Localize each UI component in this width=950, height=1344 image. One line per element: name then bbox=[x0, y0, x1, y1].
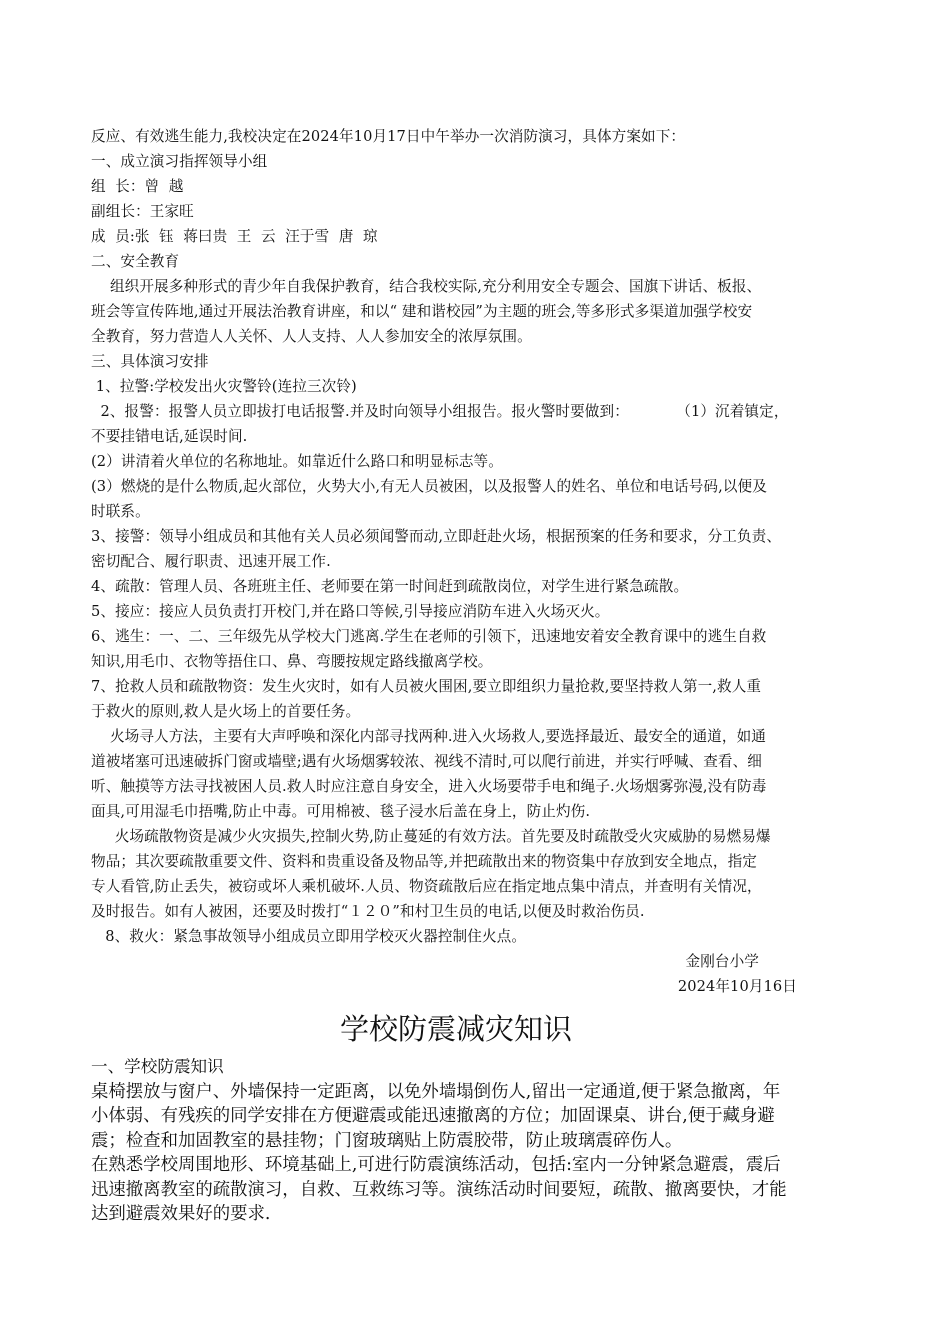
text-line: 于救火的原则,救人是火场上的首要任务。 bbox=[91, 703, 361, 720]
text-line: 4、疏散：管理人员、各班班主任、老师要在第一时间赶到疏散岗位，对学生进行紧急疏散。 bbox=[91, 578, 689, 595]
text-line: 班会等宣传阵地,通过开展法治教育讲座，和以“ 建和谐校园”为主题的班会,等多形式多渠道加强学校安 bbox=[91, 303, 753, 320]
section-heading: 一、学校防震知识 bbox=[91, 1057, 224, 1076]
text-line: 副组长：王家旺 bbox=[91, 203, 194, 220]
section-heading: 二、安全教育 bbox=[91, 253, 180, 270]
text-line: 道被堵塞可迅速破拆门窗或墙壁;遇有火场烟雾较浓、视线不清时,可以爬行前进，并实行呼喊、查看、细 bbox=[91, 753, 762, 770]
text-line: 2、报警：报警人员立即拔打电话报警.并及时向领导小组报告。报火警时要做到： （1）沉着镇定， bbox=[91, 403, 789, 420]
text-line: 8、救火：紧急事故领导小组成员立即用学校灭火器控制住火点。 bbox=[91, 928, 527, 945]
text-line: 1、拉警:学校发出火灾警铃(连拉三次铃) bbox=[91, 378, 357, 395]
text-line: 及时报告。如有人被困，还要及时拨打“１２０”和村卫生员的电话,以便及时救治伤员. bbox=[91, 903, 645, 920]
signature-date: 2024年10月16日 bbox=[677, 978, 797, 995]
text-line: 面具,可用湿毛巾捂嘴,防止中毒。可用棉被、毯子浸水后盖在身上，防止灼伤. bbox=[91, 803, 591, 820]
text-line: 小体弱、有残疾的同学安排在方便避震或能迅速撤离的方位；加固课桌、讲台,便于藏身避 bbox=[91, 1106, 775, 1126]
text-line: 密切配合、履行职责、迅速开展工作. bbox=[91, 553, 331, 570]
text-line: 不要挂错电话,延误时间. bbox=[91, 428, 248, 445]
signature-block bbox=[91, 949, 871, 999]
text-line: 物品；其次要疏散重要文件、资料和贵重设备及物品等,并把疏散出来的物资集中存放到安全地点，指定 bbox=[91, 853, 757, 870]
text-line: 5、接应：接应人员负责打开校门,并在路口等候,引导接应消防车进入火场灭火。 bbox=[91, 603, 610, 620]
text-line: 火场疏散物资是减少火灾损失,控制火势,防止蔓延的有效方法。首先要及时疏散受火灾威胁的易燃易爆 bbox=[91, 828, 771, 845]
text-line: 成 员:张 钰 蒋曰贵 王 云 汪于雪 唐 琼 bbox=[91, 228, 378, 245]
text-line: (2）讲清着火单位的名称地址。如靠近什么路口和明显标志等。 bbox=[91, 453, 503, 470]
text-line: 组织开展多种形式的青少年自我保护教育，结合我校实际,充分利用安全专题会、国旗下讲话、板报、 bbox=[91, 278, 762, 295]
text-line: 震；检查和加固教室的悬挂物；门窗玻璃贴上防震胶带，防止玻璃震碎伤人。 bbox=[91, 1130, 683, 1151]
text-line: (3）燃烧的是什么物质,起火部位，火势大小,有无人员被困，以及报警人的姓名、单位和电话号码,以便及 bbox=[91, 478, 767, 495]
text-line: 反应、有效逃生能力,我校决定在2024年10月17日中午举办一次消防演习，具体方案如下： bbox=[91, 128, 686, 145]
text-line: 达到避震效果好的要求. bbox=[91, 1204, 271, 1224]
text-line: 时联系。 bbox=[91, 503, 150, 520]
section-heading: 三、具体演习安排 bbox=[91, 353, 209, 370]
text-line: 桌椅摆放与窗户、外墙保持一定距离，以免外墙塌倒伤人,留出一定通道,便于紧急撤离，年 bbox=[91, 1081, 781, 1102]
text-line: 7、抢救人员和疏散物资：发生火灾时，如有人员被火围困,要立即组织力量抢救,要坚持救人第一,救人重 bbox=[91, 678, 762, 695]
section-heading: 一、成立演习指挥领导小组 bbox=[91, 153, 268, 170]
text-line: 3、接警：领导小组成员和其他有关人员必须闻警而动,立即赶赴火场，根据预案的任务和要求，分工负责、 bbox=[91, 528, 782, 545]
text-line: 迅速撤离教室的疏散演习，自救、互救练习等。演练活动时间要短，疏散、撤离要快，才能 bbox=[91, 1179, 787, 1200]
text-line: 6、逃生：一、二、三年级先从学校大门逃离.学生在老师的引领下，迅速地安着安全教育课中的逃生自救 bbox=[91, 628, 767, 645]
fire-drill-plan bbox=[91, 124, 871, 999]
text-line: 在熟悉学校周围地形、环境基础上,可进行防震演练活动，包括:室内一分钟紧急避震，震后 bbox=[91, 1155, 781, 1175]
text-line: 全教育，努力营造人人关怀、人人支持、人人参加安全的浓厚氛围。 bbox=[91, 328, 532, 345]
text-line: 听、触摸等方法寻找被困人员.救人时应注意自身安全，进入火场要带手电和绳子.火场烟雾弥漫,没有防毒 bbox=[91, 778, 767, 795]
document-body bbox=[91, 124, 871, 1227]
earthquake-knowledge-section bbox=[91, 1009, 871, 1227]
signature-school: 金刚台小学 bbox=[685, 953, 759, 970]
text-line: 专人看管,防止丢失，被窃或坏人乘机破坏.人员、物资疏散后应在指定地点集中清点，并查明有关情况， bbox=[91, 878, 762, 895]
text-line: 组 长：曾 越 bbox=[91, 178, 184, 195]
text-line: 火场寻人方法，主要有大声呼唤和深化内部寻找两种.进入火场救人,要选择最近、最安全的通道，如通 bbox=[91, 728, 766, 745]
page-title: 学校防震减灾知识 bbox=[339, 1012, 572, 1046]
text-line: 知识,用毛巾、衣物等捂住口、鼻、弯腰按规定路线撤离学校。 bbox=[91, 653, 493, 670]
